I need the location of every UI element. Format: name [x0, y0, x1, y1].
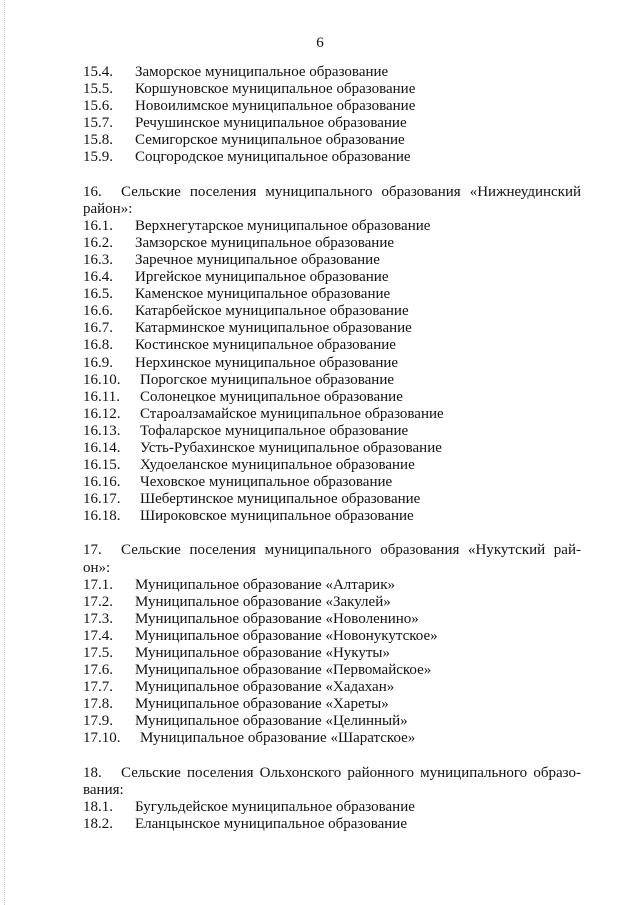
list-item: [83, 440, 581, 457]
list-item-text: Бугульдейское муниципальное образование: [135, 798, 415, 815]
list-item-number: 16.16.: [83, 474, 121, 491]
list-item-number: 16.8.: [83, 337, 113, 354]
list-item-text: Семигорское муниципальное образование: [135, 132, 405, 149]
page-number: 6: [316, 35, 324, 51]
list-item: [83, 457, 581, 474]
list-item-number: 17.9.: [83, 713, 113, 730]
list-item: [83, 132, 581, 149]
list-item-number: 17.7.: [83, 679, 113, 696]
list-item-text: Каменское муниципальное образование: [135, 286, 391, 303]
list-item-text: Муниципальное образование «Нукуты»: [135, 645, 391, 661]
section-heading-text: Сельские поселения муниципального образования «Нукутский рай-он»:: [83, 542, 581, 576]
list-item: [83, 218, 581, 235]
list-item-text: Широковское муниципальное образование: [140, 508, 414, 525]
list-item-text: Муниципальное образование «Новоленино»: [135, 610, 419, 627]
list-item-number: 15.9.: [83, 149, 113, 166]
list-item-number: 16.15.: [83, 457, 121, 474]
list-item: [83, 679, 581, 696]
list-item-number: 16.4.: [83, 269, 113, 286]
list-item: [83, 594, 581, 611]
list-item-text: Солонецкое муниципальное образование: [140, 388, 403, 405]
list-item-text: Катарминское муниципальное образование: [135, 320, 412, 337]
list-item: [83, 491, 581, 508]
list-item-text: Заречное муниципальное образование: [135, 251, 380, 268]
list-item: [83, 320, 581, 337]
list-item-text: Катарбейское муниципальное образование: [135, 303, 409, 320]
list-item-text: Заморское муниципальное образование: [135, 64, 389, 80]
list-item-number: 16.1.: [83, 217, 113, 234]
list-item-number: 16.7.: [83, 320, 113, 337]
list-item-text: Муниципальное образование «Шаратское»: [140, 730, 416, 747]
list-item-number: 16.12.: [83, 405, 121, 422]
list-item: [83, 269, 581, 286]
section-heading-text: Сельские поселения Ольхонского районного муниципального образо-вания:: [83, 764, 581, 798]
document-body: [83, 64, 581, 833]
list-item-number: 16.11.: [83, 388, 120, 405]
list-item: [83, 406, 581, 423]
list-item-number: 18.1.: [83, 798, 113, 815]
section-heading-number: 16.: [83, 183, 102, 200]
list-item-number: 17.10.: [83, 730, 121, 747]
list-item-text: Порогское муниципальное образование: [140, 371, 395, 388]
list-item-number: 17.3.: [83, 610, 113, 627]
list-item-number: 17.2.: [83, 593, 113, 610]
section-heading: [83, 184, 581, 218]
list-item-text: Коршуновское муниципальное образование: [135, 81, 416, 98]
list-item-text: Шебертинское муниципальное образование: [140, 491, 421, 508]
list-item-text: Худоеланское муниципальное образование: [140, 457, 415, 474]
list-item-text: Муниципальное образование «Закулей»: [135, 593, 391, 610]
list-item-text: Речушинское муниципальное образование: [135, 115, 407, 132]
list-item-text: Соцгородское муниципальное образование: [135, 149, 411, 166]
list-item-number: 16.13.: [83, 422, 121, 439]
list-item: [83, 423, 581, 440]
list-item: [83, 286, 581, 303]
list-item-number: 18.2.: [83, 815, 113, 832]
list-item-number: 17.6.: [83, 662, 113, 679]
list-item-text: Иргейское муниципальное образование: [135, 269, 389, 286]
page-edge-perforation: [4, 0, 5, 905]
list-item: [83, 115, 581, 132]
list-item: [83, 389, 581, 406]
list-item: [83, 628, 581, 645]
list-item-text: Муниципальное образование «Хареты»: [135, 696, 389, 713]
list-item: [83, 577, 581, 594]
list-item: [83, 508, 581, 525]
list-item-number: 16.5.: [83, 286, 113, 303]
list-item: [83, 355, 581, 372]
section-spacer: [83, 525, 581, 542]
section-heading-number: 18.: [83, 764, 102, 781]
list-item-number: 16.6.: [83, 303, 113, 320]
list-item: [83, 645, 581, 662]
list-item-number: 16.2.: [83, 234, 113, 251]
list-item-number: 16.17.: [83, 491, 121, 508]
list-item: [83, 474, 581, 491]
section-spacer: [83, 167, 581, 184]
list-item-number: 15.7.: [83, 115, 113, 132]
list-item-text: Муниципальное образование «Целинный»: [135, 713, 408, 730]
list-item-text: Нерхинское муниципальное образование: [135, 354, 399, 371]
list-item-text: Усть-Рубахинское муниципальное образование: [140, 439, 442, 456]
list-item: [83, 611, 581, 628]
list-item-number: 15.8.: [83, 132, 113, 149]
list-item-number: 15.6.: [83, 98, 113, 115]
list-item-text: Новоилимское муниципальное образование: [135, 98, 416, 115]
list-item-number: 17.1.: [83, 576, 113, 593]
list-item: [83, 713, 581, 730]
list-item: [83, 98, 581, 115]
list-item: [83, 799, 581, 816]
list-item-number: 17.4.: [83, 627, 113, 644]
list-item-number: 17.8.: [83, 696, 113, 713]
section-heading: [83, 542, 581, 576]
list-item-text: Тофаларское муниципальное образование: [140, 422, 409, 439]
list-item-text: Муниципальное образование «Алтарик»: [135, 576, 395, 593]
list-item-text: Верхнегутарское муниципальное образование: [135, 217, 431, 234]
list-item: [83, 372, 581, 389]
list-item: [83, 303, 581, 320]
list-item: [83, 64, 581, 81]
section-heading-text: Сельские поселения муниципального образования «Нижнеудинский район»:: [83, 183, 581, 217]
list-item-text: Муниципальное образование «Хадахан»: [135, 679, 395, 696]
list-item: [83, 662, 581, 679]
list-item: [83, 81, 581, 98]
list-item-number: 16.9.: [83, 354, 113, 371]
list-item-text: Замзорское муниципальное образование: [135, 234, 395, 251]
list-item-number: 16.14.: [83, 439, 121, 456]
list-item-text: Еланцынское муниципальное образование: [135, 815, 407, 832]
list-item: [83, 337, 581, 354]
list-item: [83, 696, 581, 713]
section-spacer: [83, 748, 581, 765]
list-item-number: 16.18.: [83, 508, 121, 525]
section-heading-number: 17.: [83, 542, 102, 559]
list-item-text: Чеховское муниципальное образование: [140, 474, 393, 491]
list-item-text: Муниципальное образование «Новонукутское»: [135, 627, 438, 644]
list-item: [83, 816, 581, 833]
list-item: [83, 730, 581, 747]
list-item-text: Муниципальное образование «Первомайское»: [135, 662, 432, 679]
list-item-number: 17.5.: [83, 645, 113, 661]
list-item: [83, 252, 581, 269]
list-item: [83, 235, 581, 252]
list-item-text: Костинское муниципальное образование: [135, 337, 396, 354]
section-heading: [83, 765, 581, 799]
list-item-text: Староалзамайское муниципальное образование: [140, 405, 444, 422]
list-item-number: 16.10.: [83, 371, 121, 388]
list-item-number: 16.3.: [83, 251, 113, 268]
list-item: [83, 149, 581, 166]
list-item-number: 15.4.: [83, 64, 113, 80]
list-item-number: 15.5.: [83, 81, 113, 98]
